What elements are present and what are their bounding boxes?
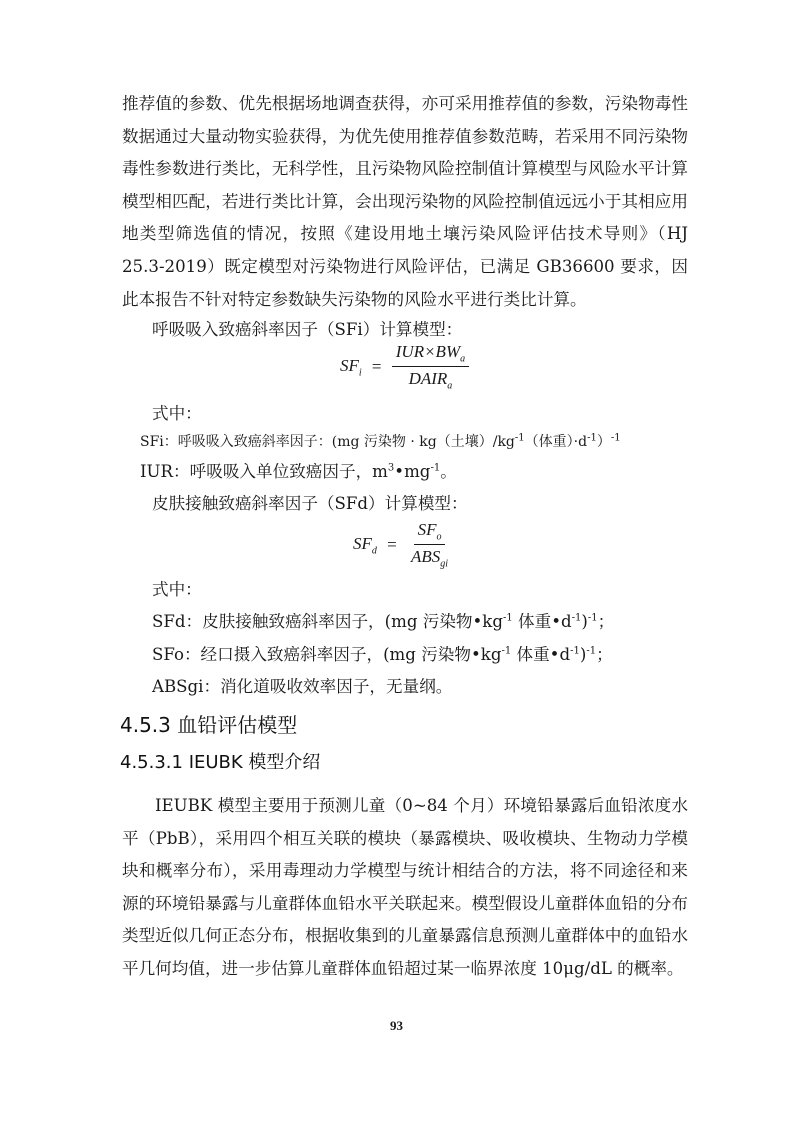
sfd-model-label: 皮肤接触致癌斜率因子（SFd）计算模型： xyxy=(152,494,468,513)
formula-sfd-numerator: $SF_o$ xyxy=(414,520,446,545)
where-label-2: 式中： xyxy=(152,580,202,599)
sfo-definition: SFo：经口摄入致癌斜率因子，(mg 污染物$•kg^{-1}$ 体重$•d^{-1})^{-1}$； xyxy=(152,645,613,664)
ieubk-paragraph: IEUBK 模型主要用于预测儿童（0~84 个月）环境铅暴露后血铅浓度水平（PbB），采用四个相互关联的模块（暴露模块、吸收模块、生物动力学模块和概率分布），采用毒理动力学模型与统计相结合的方法，将不同途径和来源的环境铅暴露与儿童群体血铅水平关联起来。模型假设儿童群体血铅的分布类型近似几何正态分布，根据收集到的儿童暴露信息预测儿童群体中的血铅水平几何均值，进一步估算儿童群体血铅超过某一临界浓度 10μg/dL 的概率。 xyxy=(122,796,688,978)
sfi-model-label: 呼吸吸入致癌斜率因子（SFi）计算模型： xyxy=(152,320,463,339)
formula-sfi-fraction xyxy=(392,342,469,392)
iur-definition: IUR：呼吸吸入单位致癌因子，$m^3•mg^{-1}$。 xyxy=(140,462,457,481)
section-heading: 4.5.3 血铅评估模型 xyxy=(120,713,298,737)
formula-sfi-numerator: $IUR\times BW_a$ xyxy=(392,342,469,367)
page-number: 93 xyxy=(390,1018,403,1033)
formula-sfd-equals: = xyxy=(387,534,397,554)
formula-sfd xyxy=(353,520,452,570)
absgi-definition: ABSgi：消化道吸收效率因子，无量纲。 xyxy=(152,677,453,696)
formula-sfd-denominator: $ABS_{gi}$ xyxy=(410,547,449,570)
formula-sfi xyxy=(340,342,469,392)
formula-sfd-fraction xyxy=(407,520,452,570)
where-label-1: 式中： xyxy=(152,404,202,423)
formula-sfi-lhs: $SF_i$ xyxy=(340,355,362,379)
formula-sfi-equals: = xyxy=(371,356,382,376)
subsection-heading: 4.5.3.1 IEUBK 模型介绍 xyxy=(120,752,321,773)
intro-paragraph: 推荐值的参数、优先根据场地调查获得，亦可采用推荐值的参数，污染物毒性数据通过大量动物实验获得，为优先使用推荐值参数范畴，若采用不同污染物毒性参数进行类比，无科学性，且污染物风险控制值计算模型与风险水平计算模型相匹配，若进行类比计算，会出现污染物的风险控制值远远小于其相应用地类型筛选值的情况，按照《建设用地土壤污染风险评估技术导则》（HJ 25.3-2019）既定模型对污染物进行风险评估，已满足 GB36600 要求，因此本报告不针对特定参数缺失污染物的风险水平进行类比计算。 xyxy=(122,94,688,309)
sfd-definition: SFd：皮肤接触致癌斜率因子，(mg 污染物$•kg^{-1}$ 体重$•d^{-1})^{-1}$； xyxy=(152,612,615,631)
sfi-definition: SFi：呼吸吸入致癌斜率因子：(mg 污染物 · kg（土壤）$/kg^{-1}$（体重）$\cdot d^{-1})^{-1}$ xyxy=(140,432,621,450)
formula-sfi-denominator: $DAIR_a$ xyxy=(408,369,453,392)
formula-sfd-lhs: $SF_d$ xyxy=(353,533,377,557)
